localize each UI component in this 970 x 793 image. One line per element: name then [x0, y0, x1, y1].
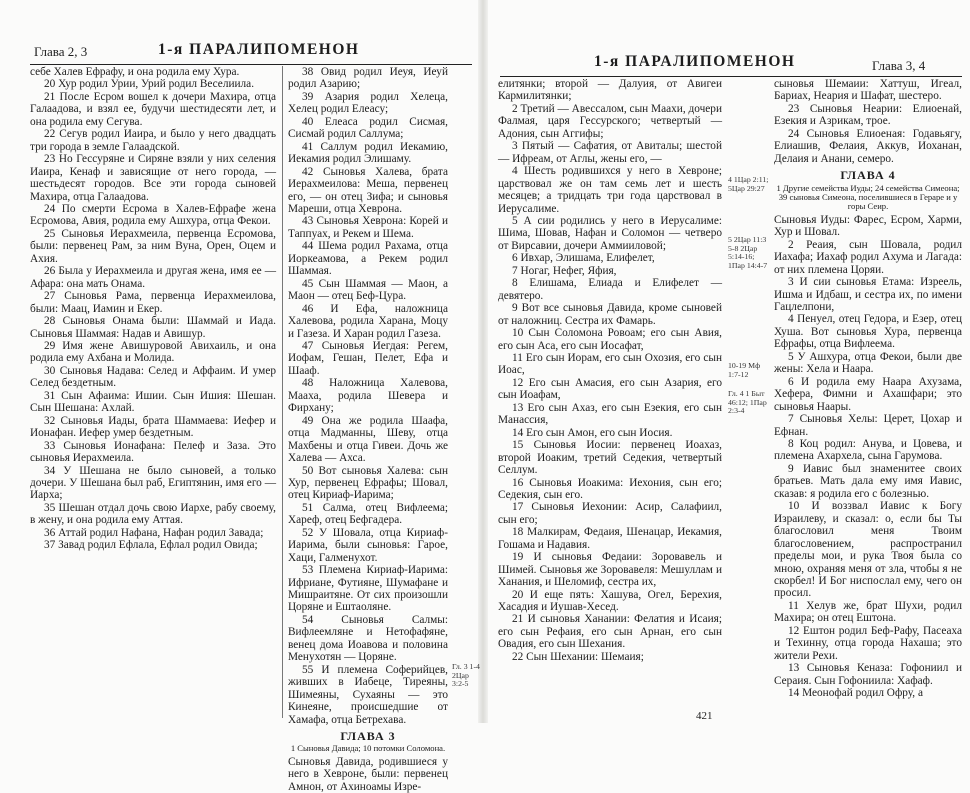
verse: 7 Сыновья Хелы: Церет, Цохар и Ефнан.	[774, 413, 962, 438]
verse: 22 Сын Шехании: Шемаия;	[512, 650, 644, 663]
verse: 48 Наложница Халевова, Мааха, родила Шевера и Фирхану;	[288, 377, 448, 415]
verse: 4 Пенуел, отец Гедора, и Езер, отец Хуша. Вот сыновья Хура, первенца Ефрафы, отца Вифлеема.	[774, 313, 962, 351]
verse: 30 Сыновья Надава: Селед и Аффаим. И умер Селед бездетным.	[30, 364, 276, 390]
verse: 11 Хелув же, брат Шухи, родил Махира; он отец Ештона.	[774, 599, 962, 625]
verse: 46 И Ефа, наложница Халевова, родила Харана, Моцу и Газеза. И Харан родил Газеза.	[288, 302, 448, 340]
verse: 20 И еще пять: Хашува, Огел, Берехия, Хасадия и Иушав-Хесед.	[498, 588, 722, 614]
verse: 9 Вот все сыновья Давида, кроме сыновей от наложниц. Сестра их Фамарь.	[498, 302, 722, 327]
left-chapter-ref: Глава 2, 3	[34, 44, 88, 59]
right-book-title: 1-я ПАРАЛИПОМЕНОН	[594, 53, 796, 70]
verse: 27 Сыновья Рама, первенца Иерахмеилова, были: Маац, Иамин и Екер.	[30, 290, 276, 315]
verse: 19 И сыновья Федаии: Зоровавель и Шимей. Сыновья же Зоровавеля: Мешуллам и Ханания, и Шеломиф, сестра их,	[498, 551, 722, 589]
verse: 22 Сегув родил Иаира, и было у него двадцать три города в земле Галаадской.	[30, 128, 276, 153]
verse: 5 У Ашхура, отца Фекои, были две жены: Хела и Наара.	[774, 350, 962, 376]
right-column-2	[774, 78, 962, 718]
left-column-2	[288, 66, 448, 793]
verse: 11 Его сын Иорам, его сын Охозия, его сын Иоас,	[498, 351, 722, 377]
verse: 51 Салма, отец Вифлеема; Хареф, отец Бефгадера.	[288, 501, 448, 527]
verse: 53 Племена Кириаф-Иарима: Ифриане, Футияне, Шумафане и Мишраитяне. От сих произошли Цоряне и Ештаоляне.	[288, 564, 448, 614]
verse: 43 Сыновья Хеврона: Корей и Таппуах, и Рекем и Шема.	[288, 215, 448, 240]
chapter-heading: ГЛАВА 4	[840, 168, 896, 183]
verse: 14 Его сын Амон, его сын Иосия.	[512, 426, 673, 439]
verse: 2 Третий — Авессалом, сын Маахи, дочери Фалмая, царя Гессурского; четвертый — Адония, сын Аггифы;	[498, 102, 722, 140]
right-margin-note: 5 2Цар 11:3 5-8 2Цар 5:14-16; 1Пар 14:4-7	[728, 235, 768, 270]
verse: 33 Сыновья Ионафана: Пелеф и Заза. Это сыновья Иерахмеила.	[30, 439, 276, 465]
verse: 5 А сии родились у него в Иерусалиме: Шима, Шовав, Нафан и Соломон — четверо от Вирсавии, дочери Аммииловой;	[498, 214, 722, 252]
verse: 50 Вот сыновья Халева: сын Хур, первенец Ефрафы; Шовал, отец Кириаф-Иарима;	[288, 464, 448, 502]
left-column-1	[30, 66, 276, 718]
verse: 2 Реаия, сын Шовала, родил Иахафа; Иахаф родил Ахума и Лагада: от них племена Цоряи.	[774, 238, 962, 276]
verse: 31 Сын Афаима: Ишии. Сын Ишия: Шешан. Сын Шешана: Ахлай.	[30, 389, 276, 415]
verse: елитянки; второй — Далуия, от Авигеи Кармилитянки;	[498, 78, 722, 103]
left-margin-note: Гл. 3 1-4 2Цар 3:2-5	[452, 662, 480, 689]
right-margin-note: 4 1Цар 2:11; 5Цар 29:27	[728, 175, 769, 193]
verse: 6 И родила ему Наара Ахузама, Хефера, Фимни и Ахашфари; это сыновья Наары.	[774, 375, 962, 413]
verse: 12 Ештон родил Беф-Рафу, Пасеаха и Техинну, отца города Нахаша; это жители Рехи.	[774, 624, 962, 662]
chapter-heading: ГЛАВА 3	[340, 729, 396, 744]
page-number: 421	[696, 710, 713, 722]
right-column-1	[498, 78, 722, 718]
verse: 42 Сыновья Халева, брата Иерахмеилова: Меша, первенец его, — он отец Зифа; и сыновья Мареши, отца Хеврона.	[288, 165, 448, 215]
verse: 10 И воззвал Иавис к Богу Израилеву, и сказал: о, если бы Ты благословил меня Твоим благословением, распространил пределы мои, и рука Твоя была со мною, охраняя меня от зла, чтобы я не скорбел! И Бог ниспослал ему, чего он просил.	[774, 500, 962, 600]
verse: 34 У Шешана не было сыновей, а только дочери. У Шешана был раб, Египтянин, имя его — Иарха;	[30, 464, 276, 502]
verse: 13 Сыновья Кеназа: Гофониил и Сераия. Сын Гофониила: Хафаф.	[774, 662, 962, 687]
verse: себе Халев Ефрафу, и она родила ему Хура.	[30, 66, 240, 78]
right-header-rule	[500, 76, 962, 77]
verse: 54 Сыновья Салмы: Вифлеемляне и Нетофафяне, венец дома Иоавова и половина Менухотян — Цоряне.	[288, 613, 448, 664]
verse: 45 Сын Шаммая — Маон, а Маон — отец Беф-Цура.	[288, 277, 448, 303]
verse: 36 Аттай родил Нафана, Нафан родил Завада;	[44, 526, 264, 539]
verse: 24 По смерти Есрома в Халев-Ефрафе жена Есромова, Авия, родила ему Ашхура, отца Фекои.	[30, 202, 276, 228]
left-page	[0, 0, 482, 793]
verse: сыновья Шемаии: Хаттуш, Игеал, Бариах, Неария и Шафат, шестеро.	[774, 78, 962, 103]
verse: 28 Сыновья Онама были: Шаммай и Иада. Сыновья Шаммая: Надав и Авишур.	[30, 315, 276, 340]
verse: 26 Была у Иерахмеила и другая жена, имя ее — Афара: она мать Онама.	[30, 265, 276, 290]
verse: 23 Но Гессуряне и Сиряне взяли у них селения Иаира, Кенаф и зависящие от него города, — шестьдесят городов. Все эти города сыновей Махира, отца Галаадова.	[30, 153, 276, 203]
verse: 18 Малкирам, Федаия, Шенацар, Иекамия, Гошама и Надавия.	[498, 526, 722, 551]
verse: 25 Сыновья Иерахмеила, первенца Есромова, были: первенец Рам, за ним Вуна, Орен, Оцем и Ахия.	[30, 227, 276, 265]
verse: 7 Ногаг, Нефег, Яфия,	[512, 264, 617, 277]
verse: 49 Она же родила Шаафа, отца Мадманны, Шеву, отца Махбены и отца Гивеи. Дочь же Халева — Ахса.	[288, 414, 448, 465]
verse: 39 Азария родил Хелеца, Хелец родил Елеасу;	[288, 90, 448, 116]
verse: 12 Его сын Амасия, его сын Азария, его сын Иоафам,	[498, 376, 722, 402]
verse: 13 Его сын Ахаз, его сын Езекия, его сын Манассия,	[498, 401, 722, 427]
verse: 4 Шесть родившихся у него в Хевроне; царствовал же он там семь лет и шесть месяцев; а тридцать три года царствовал в Иерусалиме.	[498, 165, 722, 215]
chapter-summary: 1 Другие семейства Иуды; 24 семейства Симеона; 39 сыновья Симеона, поселившиеся в Гераре и у горы Сеир.	[776, 182, 960, 212]
verse: 8 Коц родил: Анува, и Цовева, и племена Ахархела, сына Гарумова.	[774, 438, 962, 463]
verse: 29 Имя жене Авишуровой Авихаиль, и она родила ему Ахбана и Молида.	[30, 339, 276, 365]
verse: 3 И сии сыновья Етама: Изреель, Ишма и Идбаш, и сестра их, по имени Гацлелпони,	[774, 276, 962, 314]
verse: 37 Завад родил Ефлала, Ефлал родил Овида;	[44, 539, 258, 552]
verse: 40 Елеаса родил Сисмая, Сисмай родил Саллума;	[288, 115, 448, 141]
verse: 35 Шешан отдал дочь свою Иархе, рабу своему, в жену, и она родила ему Аттая.	[30, 501, 276, 527]
chapter-opening-verse: Сыновья Давида, родившиеся у него в Хевроне, были: первенец Амнон, от Ахиноамы Изре-	[288, 755, 448, 793]
verse: 8 Елишама, Елиада и Елифелет — девятеро.	[498, 277, 722, 302]
left-book-title: 1-я ПАРАЛИПОМЕНОН	[158, 41, 360, 58]
chapter-summary: 1 Сыновья Давида; 10 потомки Соломона.	[290, 743, 446, 754]
right-margin-note: 10-19 Мф 1:7-12	[728, 361, 761, 379]
column-separator	[282, 66, 283, 718]
verse: 17 Сыновья Иехонии: Асир, Салафиил, сын его;	[498, 501, 722, 526]
verse: 52 У Шовала, отца Кириаф-Иарима, были сыновья: Гарое, Хаци, Галменухот.	[288, 526, 448, 564]
verse: 32 Сыновья Иады, брата Шаммаева: Иефер и Ионафан. Иефер умер бездетным.	[30, 414, 276, 440]
verse: 14 Меонофай родил Офру, а	[788, 687, 923, 700]
right-margin-note: Гл. 4 1 Быт 46:12; 1Пар 2:3-4	[728, 389, 767, 416]
verse: 20 Хур родил Урии, Урий родил Веселиила.	[44, 78, 255, 91]
verse: 3 Пятый — Сафатия, от Авиталы; шестой — Ифреам, от Аглы, жены его, —	[498, 140, 722, 165]
verse: 21 После Есром вошел к дочери Махира, отца Галаадова, и взял ее, будучи шестидесяти лет, и она родила ему Сегува.	[30, 90, 276, 128]
verse: 6 Ивхар, Элишама, Елифелет,	[512, 252, 655, 265]
verse: 21 И сыновья Ханании: Фелатия и Исаия; его сын Рефаия, его сын Арнан, его сын Овадия, его сын Шехания.	[498, 613, 722, 651]
verse: 10 Сын Соломона Ровоам; его сын Авия, его сын Аса, его сын Иосафат,	[498, 327, 722, 352]
verse: 38 Овид родил Иеуя, Иеуй родил Азарию;	[288, 66, 448, 91]
verse: 16 Сыновья Иоакима: Иехония, сын его; Седекия, сын его.	[498, 476, 722, 501]
right-page	[486, 0, 970, 723]
left-header-rule	[30, 64, 472, 65]
verse: 15 Сыновья Иосии: первенец Иоахаз, второй Иоаким, третий Седекия, четвертый Селлум.	[498, 439, 722, 477]
verse: 55 И племена Соферийцев, живших в Иабеце, Тиреяны, Шимеяны, Сухаяны — это Кинеяне, происшедшие от Хамафа, отца Бетрехава.	[288, 663, 448, 726]
verse: 47 Сыновья Иегдая: Регем, Иофам, Гешан, Пелет, Ефа и Шааф.	[288, 339, 448, 377]
verse: 24 Сыновья Елиоеная: Годавьягу, Елиашив, Фелаия, Аккув, Иоханан, Делаия и Анани, семеро.	[774, 127, 962, 165]
verse: 41 Саллум родил Иекамию, Иекамия родил Элишаму.	[288, 140, 448, 166]
verse: 44 Шема родил Рахама, отца Иоркеамова, а Рекем родил Шаммая.	[288, 240, 448, 278]
chapter-opening-verse: Сыновья Иуды: Фарес, Есром, Харми, Хур и Шовал.	[774, 213, 962, 239]
verse: 9 Иавис был знаменитее своих братьев. Мать дала ему имя Иавис, сказав: я родила его с болезнью.	[774, 462, 962, 500]
verse: 23 Сыновья Неарии: Елиоенай, Езекия и Азрикам, трое.	[774, 102, 962, 128]
right-chapter-ref: Глава 3, 4	[872, 58, 926, 73]
